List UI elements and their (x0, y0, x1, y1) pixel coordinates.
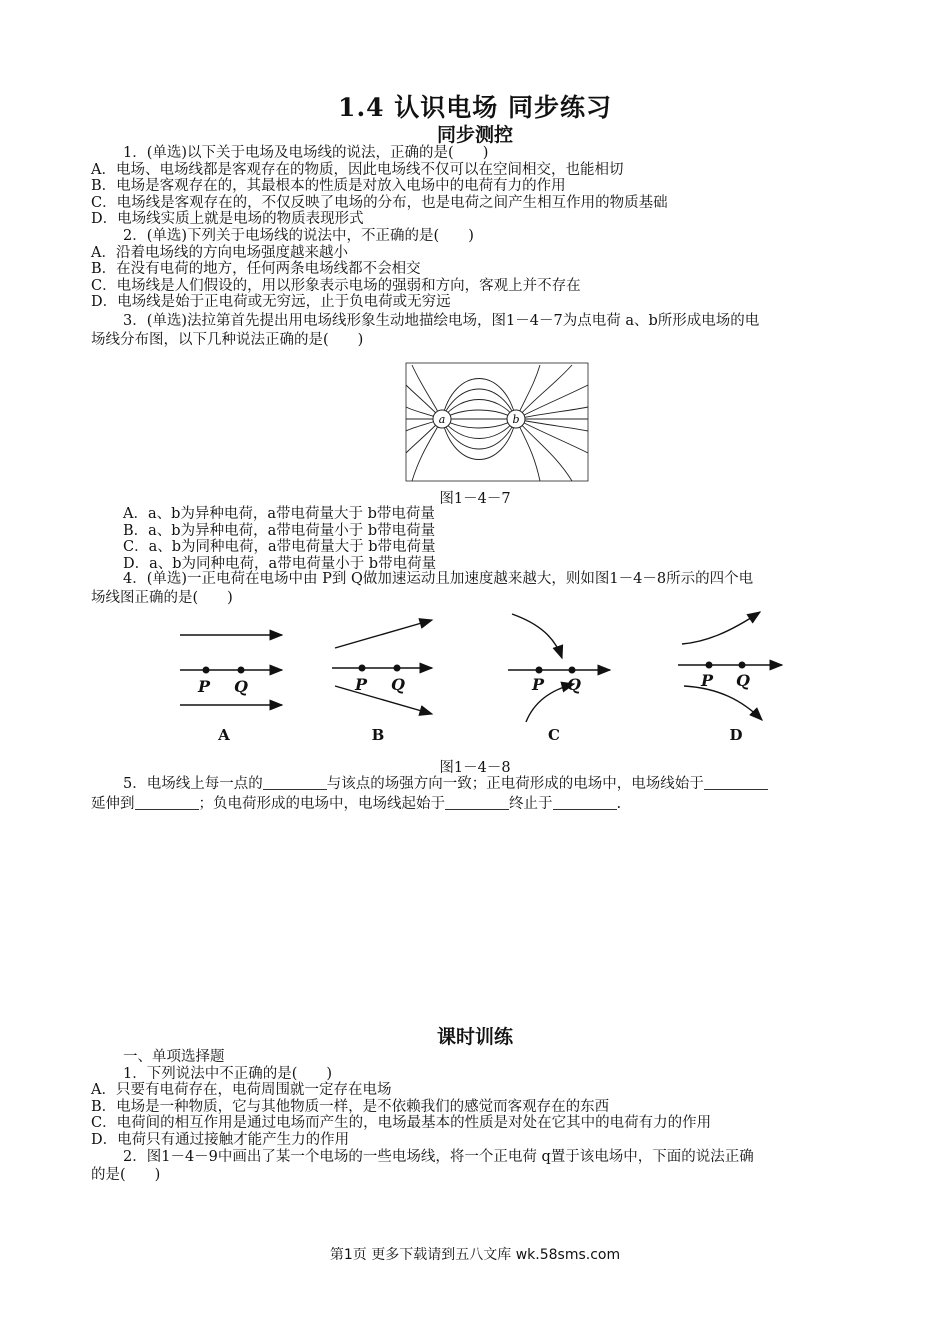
option-line: B．在没有电荷的地方，任何两条电场线都不会相交 (91, 261, 421, 278)
q5-text-part: 5．电场线上每一点的 (123, 776, 263, 792)
question-line: 1．下列说法中不正确的是( ) (123, 1065, 333, 1082)
section1-questions (91, 145, 866, 348)
point-p-label: P (531, 675, 545, 694)
q5-text-part: ；负电荷形成的电场中，电场线起始于 (198, 795, 445, 812)
section-heading-lesson-training: 课时训练 (436, 1026, 513, 1048)
page-footer: 第1页 更多下载请到五八文库 wk.58sms.com (329, 1247, 621, 1263)
question-line: 的是( ) (91, 1167, 161, 1184)
option-line: D．a、b为同种电荷，a带电荷量小于 b带电荷量 (123, 555, 437, 572)
point-p-label: P (700, 671, 714, 690)
point-q-label: Q (234, 677, 248, 696)
answer-blank[interactable] (445, 795, 509, 810)
q5-text-part: 延伸到 (91, 795, 135, 812)
option-line: A．电场、电场线都是客观存在的物质，因此电场线不仅可以在空间相交，也能相切 (91, 161, 624, 178)
panel-label-c: C (548, 726, 560, 744)
option-line: B．a、b为异种电荷，a带电荷量小于 b带电荷量 (123, 522, 436, 539)
section2-questions (91, 1049, 866, 1184)
panel-label-b: B (371, 726, 385, 744)
answer-blank[interactable] (135, 795, 199, 810)
question-line: 2．图1－4－9中画出了某一个电场的一些电场线，将一个正电荷 q置于该电场中，下面的说法正确 (123, 1148, 754, 1165)
q5-text-part: . (616, 795, 622, 812)
panel-label-d: D (729, 726, 743, 744)
option-line: D．电场线是始于正电荷或无穷远，止于负电荷或无穷远 (91, 294, 451, 311)
q5-text (91, 775, 866, 812)
option-line: A．a、b为异种电荷，a带电荷量大于 b带电荷量 (123, 506, 435, 522)
answer-blank[interactable] (263, 775, 327, 790)
question-line: 场线图正确的是( ) (91, 589, 233, 606)
option-line: A．只要有电荷存在，电荷周围就一定存在电场 (91, 1082, 392, 1099)
question-line: 场线分布图，以下几种说法正确的是( ) (91, 331, 364, 348)
answer-blank[interactable] (704, 775, 768, 790)
question-line: 2．(单选)下列关于电场线的说法中，不正确的是( ) (123, 227, 474, 244)
option-line: D．电荷只有通过接触才能产生力的作用 (91, 1131, 350, 1148)
point-p-label: P (197, 677, 211, 696)
figure-caption: 图1－4－8 (439, 760, 511, 776)
option-line: C．a、b为同种电荷，a带电荷量大于 b带电荷量 (123, 539, 436, 556)
q4-text (91, 571, 866, 606)
page-title: 1.4 认识电场 同步练习 (338, 93, 612, 122)
question-line: 1．(单选)以下关于电场及电场线的说法，正确的是( ) (123, 145, 489, 161)
panel-label-a: A (218, 726, 230, 744)
section-subheading: 一、单项选择题 (123, 1049, 225, 1065)
figure-caption: 图1－4－7 (439, 491, 511, 507)
question-line: 3．(单选)法拉第首先提出用电场线形象生动地描绘电场，图1－4－7为点电荷 a、b所形成电场的电 (123, 312, 760, 329)
answer-blank[interactable] (553, 795, 617, 810)
q3-options (121, 506, 866, 572)
option-line: C．电场线是客观存在的，不仅反映了电场的分布，也是电荷之间产生相互作用的物质基础 (91, 194, 668, 211)
figure-field-lines-ab (404, 361, 590, 483)
option-line: B．电场是一种物质，它与其他物质一样，是不依赖我们的感觉而客观存在的东西 (91, 1098, 610, 1115)
option-line: C．电场线是人们假设的，用以形象表示电场的强弱和方向，客观上并不存在 (91, 277, 581, 294)
point-q-label: Q (567, 675, 581, 694)
question-line: 4．(单选)一正电荷在电场中由 P到 Q做加速运动且加速度越来越大，则如图1－4－8所示的四个电 (123, 571, 754, 587)
option-line: C．电荷间的相互作用是通过电场而产生的，电场最基本的性质是对处在它其中的电荷有力的作用 (91, 1115, 712, 1132)
option-line: A．沿着电场线的方向电场强度越来越小 (91, 244, 348, 261)
figure-four-field-diagrams (170, 610, 810, 750)
point-p-label: P (354, 675, 368, 694)
question-line (121, 775, 866, 792)
section-heading-sync-check: 同步测控 (436, 124, 513, 146)
charge-b-label: b (512, 413, 520, 426)
option-line: B．电场是客观存在的，其最根本的性质是对放入电场中的电荷有力的作用 (91, 178, 566, 195)
q5-text-part: 与该点的场强方向一致；正电荷形成的电场中，电场线始于 (326, 776, 704, 792)
charge-a-label: a (438, 413, 446, 426)
point-q-label: Q (736, 671, 750, 690)
q5-text-part: 终止于 (509, 795, 553, 812)
point-q-label: Q (391, 675, 405, 694)
option-line: D．电场线实质上就是电场的物质表现形式 (91, 211, 364, 228)
question-line (91, 795, 866, 812)
